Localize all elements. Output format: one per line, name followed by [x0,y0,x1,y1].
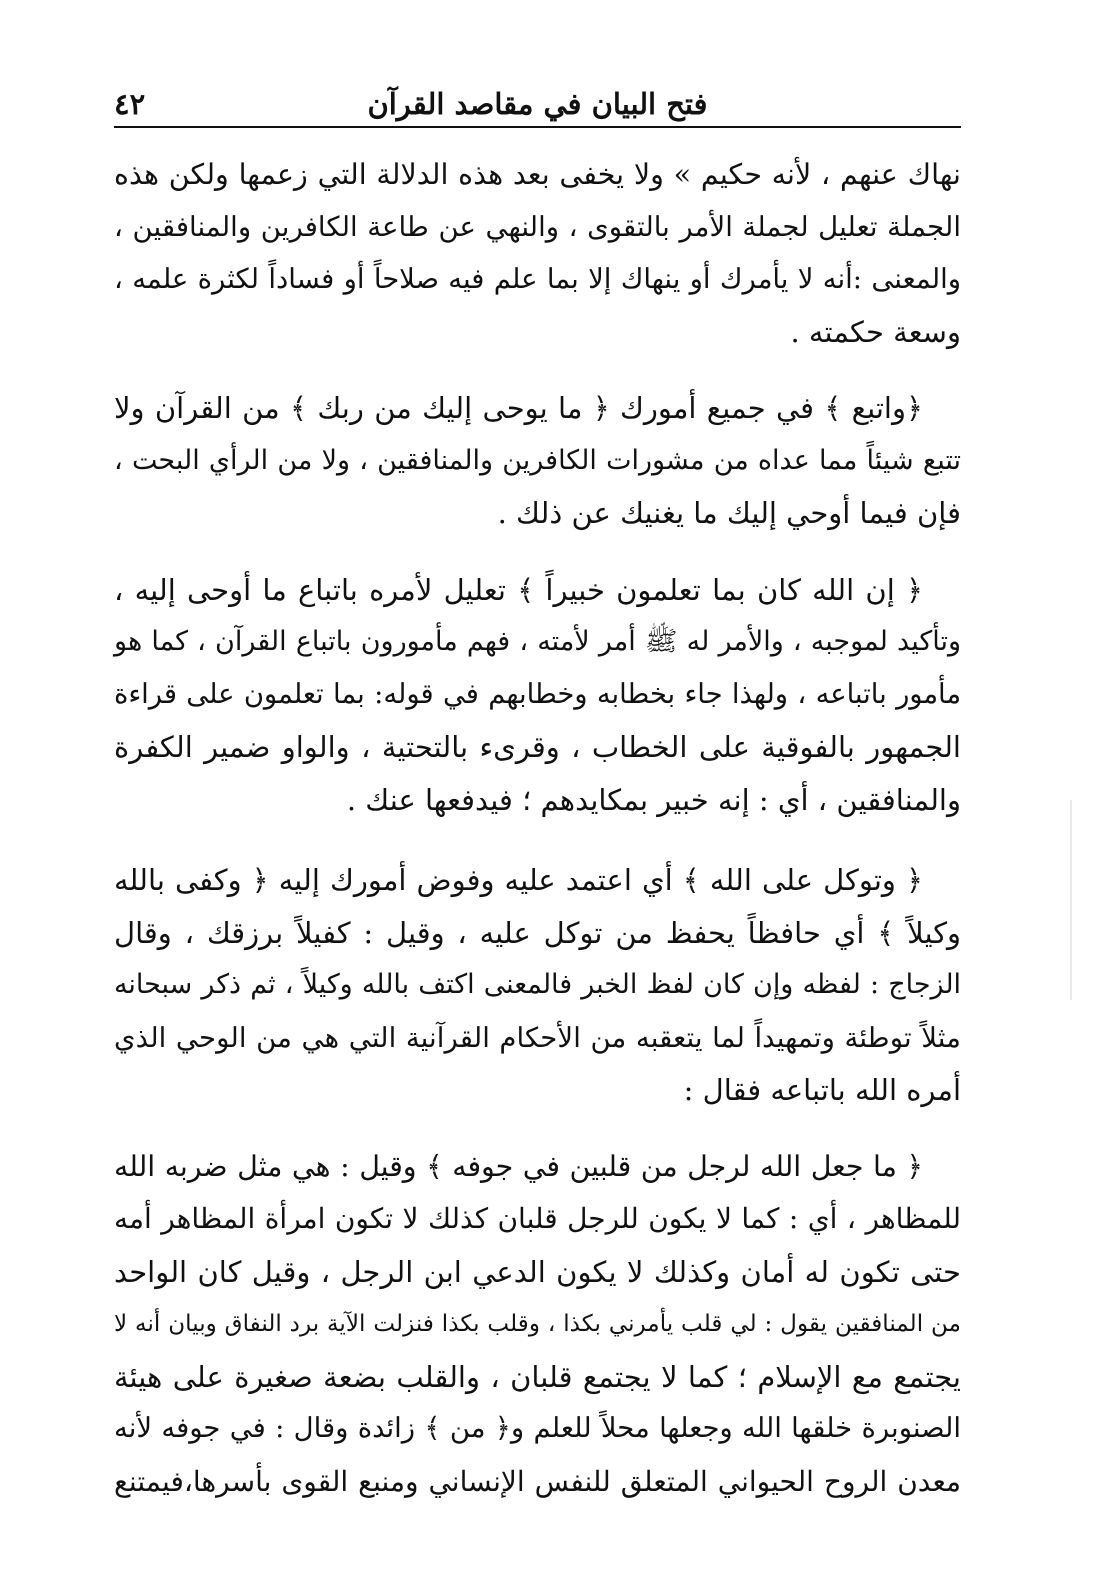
paragraph-2 [114,382,961,540]
text-line: الصنوبرة خلقها الله وجعلها محلاً للعلم و﴿ من ﴾ زائدة وقال : في جوفه لأنه [114,1413,961,1444]
text-line: الجملة تعليل لجملة الأمر بالتقوى ، والنهي عن طاعة الكافرين والمنافقين ، [114,209,961,243]
page-header [114,84,961,128]
running-title: فتح البيان في مقاصد القرآن [367,87,708,121]
text-line: أمره الله باتباعه فقال : [683,1073,961,1107]
paragraph-1 [114,148,961,358]
text-line: تتبع شيئاً مما عداه من مشورات الكافرين والمنافقين ، ولا من الرأي البحت ، [114,444,961,476]
text-line: الجمهور بالفوقية على الخطاب ، وقرىء بالتحتية ، والواو ضمير الكفرة [114,730,961,764]
text-line: فإن فيما أوحي إليك ما يغنيك عن ذلك . [497,496,961,530]
paragraph-3 [114,564,961,827]
text-line: معدن الروح الحيواني المتعلق للنفس الإنساني ومنبع القوى بأسرها،فيمتنع [114,1464,961,1498]
paragraph-4 [114,854,961,1117]
text-line: والمنافقين ، أي : إنه خبير بمكايدهم ؛ فيدفعها عنك . [346,782,961,817]
text-line: نهاك عنهم ، لأنه حكيم » ولا يخفى بعد هذه الدلالة التي زعمها ولكن هذه [114,157,961,191]
text-line: ﴿ وتوكل على الله ﴾ أي اعتمد عليه وفوض أمورك إليه ﴿ وكفى بالله [114,863,923,897]
header-divider [114,126,961,128]
text-line: للمظاهر ، أي : كما لا يكون للرجل قلبان كذلك لا تكون امرأة المظاهر أمه [114,1202,961,1235]
text-line: مثلاً توطئة وتمهيداً لما يتعقبه من الأحكام القرآنية التي هي من الوحي الذي [114,1020,961,1054]
paragraph-5 [114,1141,961,1509]
scan-edge-mark [1070,800,1072,1000]
text-line: الزجاج : لفظه وإن كان لفظ الخبر فالمعنى اكتف بالله وكيلاً ، ثم ذكر سبحانه [114,969,961,1000]
text-line: وتأكيد لموجبه ، والأمر له ﷺ أمر لأمته ، فهم مأمورون باتباع القرآن ، كما هو [114,626,961,657]
text-line: حتى تكون له أمان وكذلك لا يكون الدعي ابن الرجل ، وقيل كان الواحد [114,1254,961,1289]
text-line: مأمور باتباعه ، ولهذا جاء بخطابه وخطابهم في قوله: بما تعلمون على قراءة [114,678,961,710]
page-number: ٤٢ [114,87,146,121]
text-line: ﴿ ما جعل الله لرجل من قلبين في جوفه ﴾ وقيل : هي مثل ضربه الله [114,1149,923,1183]
text-line: ﴿ إن الله كان بما تعلمون خبيراً ﴾ تعليل لأمره باتباع ما أوحى إليه ، [114,572,923,607]
text-line: والمعنى :أنه لا يأمرك أو ينهاك إلا بما علم فيه صلاحاً أو فساداً لكثرة علمه ، [114,263,961,295]
text-line: من المنافقين يقول : لي قلب يأمرني بكذا ، وقلب بكذا فنزلت الآية برد النفاق وبيان أنه لا [114,1311,961,1337]
text-line: يجتمع مع الإسلام ؛ كما لا يجتمع قلبان ، والقلب بضعة صغيرة على هيئة [114,1359,961,1394]
body-text [114,148,961,1508]
text-line: ﴿واتبع ﴾ في جميع أمورك ﴿ ما يوحى إليك من ربك ﴾ من القرآن ولا [114,391,923,425]
text-line: وسعة حكمته . [790,314,961,349]
text-line: وكيلاً ﴾ أي حافظاً يحفظ من توكل عليه ، وقيل : كفيلاً برزقك ، وقال [114,915,961,950]
